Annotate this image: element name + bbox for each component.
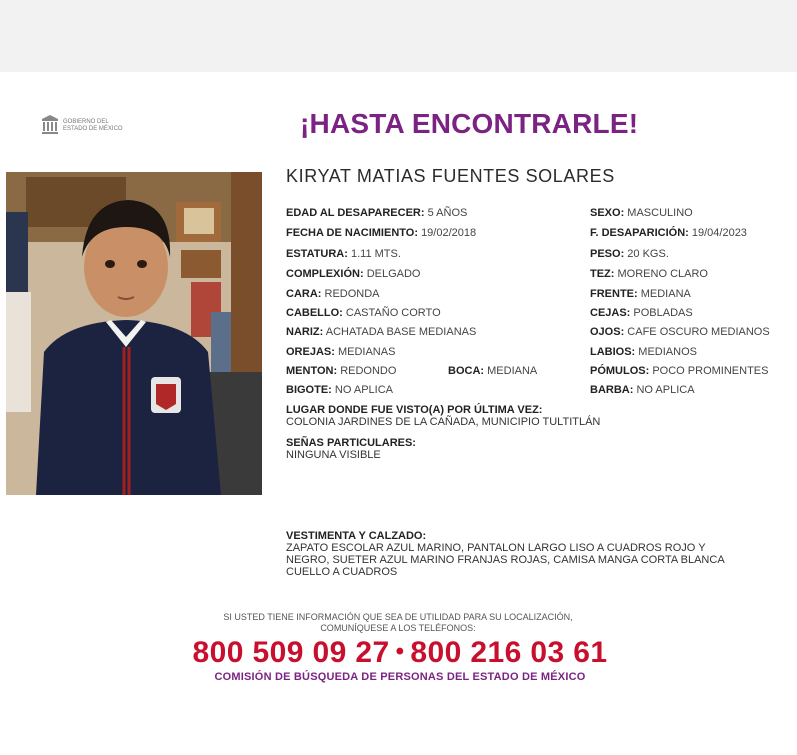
field-labios-label: LABIOS: xyxy=(590,346,636,358)
field-nacimiento xyxy=(286,227,476,239)
child-photo xyxy=(6,172,262,495)
top-band xyxy=(0,0,797,72)
government-logo xyxy=(40,113,150,139)
logo-line-2: ESTADO DE MÉXICO xyxy=(63,126,123,132)
last-seen-label: LUGAR DONDE FUE VISTO(A) POR ÚLTIMA VEZ: xyxy=(286,404,543,416)
marks-block xyxy=(286,437,416,461)
phone-1[interactable]: 800 509 09 27 xyxy=(192,636,390,669)
field-cabello-label: CABELLO: xyxy=(286,307,343,319)
field-peso xyxy=(590,248,669,260)
field-pomulos xyxy=(590,365,768,377)
marks-label: SEÑAS PARTICULARES: xyxy=(286,437,416,449)
field-tez xyxy=(590,268,708,280)
field-desaparicion xyxy=(590,227,747,239)
field-frente-value: MEDIANA xyxy=(640,288,691,300)
field-pomulos-label: PÓMULOS: xyxy=(590,365,650,377)
field-nacimiento-value: 19/02/2018 xyxy=(421,227,477,239)
field-frente xyxy=(590,288,691,300)
field-ojos-label: OJOS: xyxy=(590,326,625,338)
field-ojos-value: CAFE OSCURO MEDIANOS xyxy=(627,326,770,338)
logo-text xyxy=(63,119,123,133)
field-frente-label: FRENTE: xyxy=(590,288,638,300)
field-menton xyxy=(286,365,396,377)
field-ojos xyxy=(590,326,770,338)
field-sexo-label: SEXO: xyxy=(590,207,625,219)
field-barba-value: NO APLICA xyxy=(636,384,695,396)
field-estatura xyxy=(286,248,401,260)
field-edad-label: EDAD AL DESAPARECER: xyxy=(286,207,425,219)
field-barba xyxy=(590,384,695,396)
field-cabello-value: CASTAÑO CORTO xyxy=(345,307,441,319)
field-boca-label: BOCA: xyxy=(448,365,485,377)
field-barba-label: BARBA: xyxy=(590,384,634,396)
marks-value: NINGUNA VISIBLE xyxy=(286,449,381,461)
last-seen-block xyxy=(286,404,600,428)
field-orejas-label: OREJAS: xyxy=(286,346,335,358)
field-bigote-label: BIGOTE: xyxy=(286,384,332,396)
phone-2[interactable]: 800 216 03 61 xyxy=(410,636,608,669)
field-labios xyxy=(590,346,697,358)
child-photo-illustration xyxy=(6,172,262,495)
field-bigote xyxy=(286,384,393,396)
field-cejas-value: POBLADAS xyxy=(633,307,693,319)
last-seen-value: COLONIA JARDINES DE LA CAÑADA, MUNICIPIO TULTITLÁN xyxy=(286,416,601,428)
field-complexion-label: COMPLEXIÓN: xyxy=(286,268,364,280)
clothing-line-1: ZAPATO ESCOLAR AZUL MARINO, PANTALON LARGO LISO A CUADROS ROJO Y xyxy=(286,542,706,554)
commission-name: COMISIÓN DE BÚSQUEDA DE PERSONAS DEL ESTADO DE MÉXICO xyxy=(214,671,586,683)
field-peso-label: PESO: xyxy=(590,248,625,260)
phone-separator: • xyxy=(395,638,405,665)
state-emblem-icon xyxy=(40,113,60,137)
field-cara-label: CARA: xyxy=(286,288,322,300)
field-complexion-value: DELGADO xyxy=(366,268,421,280)
field-complexion xyxy=(286,268,420,280)
field-tez-value: MORENO CLARO xyxy=(617,268,708,280)
field-edad-value: 5 AÑOS xyxy=(427,207,468,219)
field-cara-value: REDONDA xyxy=(324,288,380,300)
field-edad xyxy=(286,207,467,219)
field-orejas xyxy=(286,346,395,358)
clothing-line-3: CUELLO A CUADROS xyxy=(286,566,398,578)
clothing-label: VESTIMENTA Y CALZADO: xyxy=(286,530,427,542)
field-nacimiento-label: FECHA DE NACIMIENTO: xyxy=(286,227,418,239)
contact-info-line-1: SI USTED TIENE INFORMACIÓN QUE SEA DE UTILIDAD PARA SU LOCALIZACIÓN, xyxy=(223,612,573,622)
contact-info xyxy=(198,612,598,634)
field-cejas xyxy=(590,307,693,319)
field-estatura-value: 1.11 MTS. xyxy=(350,248,401,260)
field-cara xyxy=(286,288,380,300)
field-sexo xyxy=(590,207,693,219)
field-boca-value: MEDIANA xyxy=(487,365,538,377)
field-bigote-value: NO APLICA xyxy=(334,384,393,396)
clothing-block xyxy=(286,530,725,578)
field-boca xyxy=(448,365,537,377)
field-nariz-value: ACHATADA BASE MEDIANAS xyxy=(325,326,477,338)
field-cejas-label: CEJAS: xyxy=(590,307,631,319)
headline: ¡HASTA ENCONTRARLE! xyxy=(300,108,639,139)
field-menton-value: REDONDO xyxy=(340,365,397,377)
field-desaparicion-label: F. DESAPARICIÓN: xyxy=(590,227,689,239)
field-estatura-label: ESTATURA: xyxy=(286,248,348,260)
clothing-line-2: NEGRO, SUETER AZUL MARINO FRANJAS ROJAS, CAMISA MANGA CORTA BLANCA xyxy=(286,554,725,566)
phone-numbers xyxy=(150,636,650,670)
field-nariz-label: NARIZ: xyxy=(286,326,324,338)
field-nariz xyxy=(286,326,476,338)
logo-line-1: GOBIERNO DEL xyxy=(63,119,109,125)
field-cabello xyxy=(286,307,441,319)
contact-info-line-2: COMUNÍQUESE A LOS TELÉFONOS: xyxy=(320,623,476,633)
person-name: KIRYAT MATIAS FUENTES SOLARES xyxy=(286,166,615,186)
field-orejas-value: MEDIANAS xyxy=(337,346,396,358)
field-peso-value: 20 KGS. xyxy=(627,248,669,260)
field-desaparicion-value: 19/04/2023 xyxy=(691,227,747,239)
field-pomulos-value: POCO PROMINENTES xyxy=(652,365,769,377)
field-sexo-value: MASCULINO xyxy=(627,207,693,219)
field-tez-label: TEZ: xyxy=(590,268,615,280)
field-labios-value: MEDIANOS xyxy=(638,346,697,358)
field-menton-label: MENTON: xyxy=(286,365,338,377)
